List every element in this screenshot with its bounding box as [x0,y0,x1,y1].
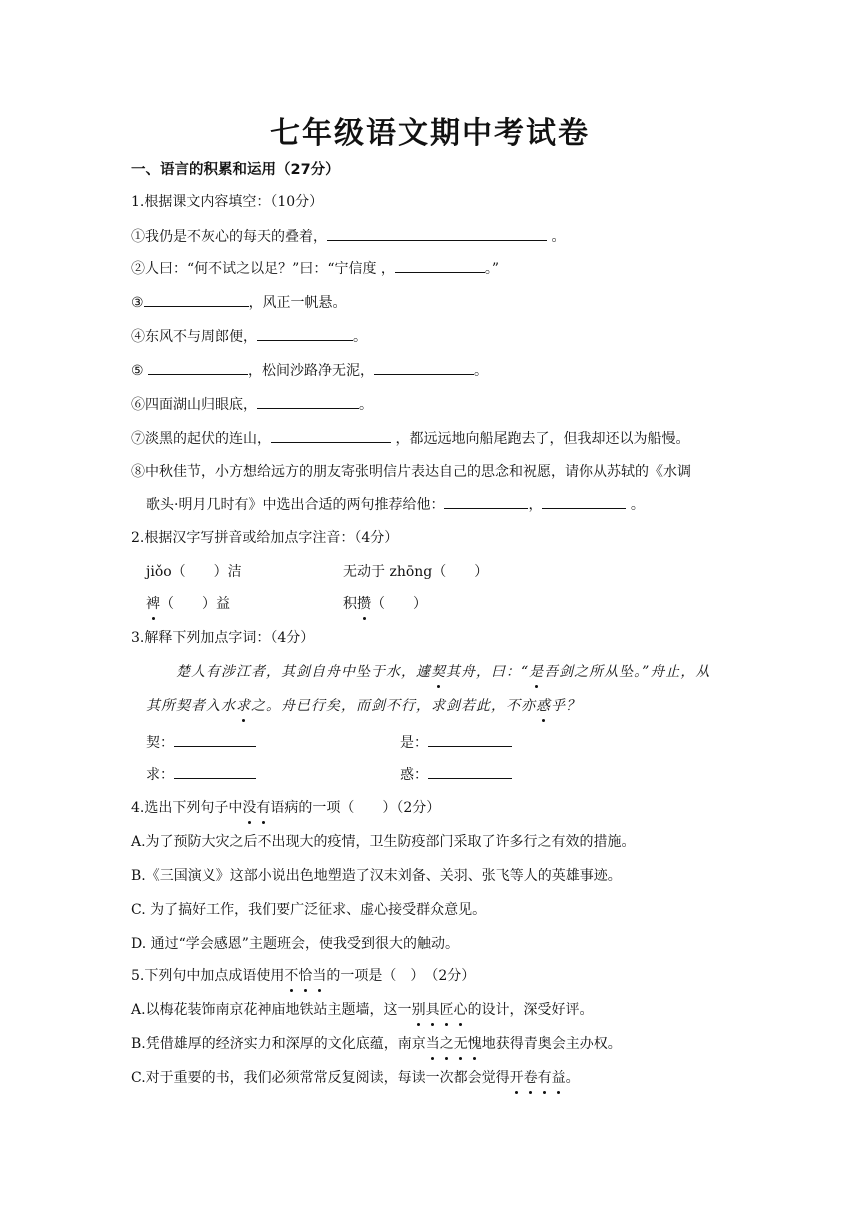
q2-item-a1: jiǒo（ ）洁 [146,564,242,580]
q5-option-a[interactable]: A.以梅花装饰南京花神庙地铁站主题墙，这一别具匠心的设计，深受好评。 [131,1002,594,1018]
q2-item-a2: 无动于 zhōng（ ） [343,564,489,580]
q1-item-6: ⑥四面湖山归眼底， 。 [131,394,373,415]
q5-option-c[interactable]: C.对于重要的书，我们必须常常反复阅读，每读一次都会觉得开卷有益。 [131,1070,580,1086]
question-1-stem: 1.根据课文内容填空：（10分） [131,194,324,210]
q4-option-a[interactable]: A.为了预防大灾之后不出现大的疫情，卫生防疫部门采取了许多行之有效的措施。 [131,834,636,850]
answer-blank[interactable] [428,732,512,747]
q1-item-1: ①我仍是不灰心的每天的叠着， 。 [131,226,565,247]
q1-item-3: ③ ，风正一帆悬。 [131,292,347,313]
q2-item-b1: 裨（ ）益 [146,596,230,612]
answer-blank[interactable] [327,226,547,241]
page-title: 七年级语文期中考试卷 [270,116,590,151]
answer-blank[interactable] [257,326,353,341]
answer-blank[interactable] [144,292,249,307]
q3-answer-shi: 是： [400,732,512,753]
answer-blank[interactable] [395,258,485,273]
q3-passage-line-2: 其所契者入水求之。舟已行矣，而剑不行，求剑若此，不亦惑乎？ [146,698,581,714]
q1-item-4: ④东风不与周郎便， 。 [131,326,367,347]
answer-blank[interactable] [174,764,256,779]
question-5-stem: 5.下列句中加点成语使用不恰当的一项是（ ） （2分） [131,968,476,984]
q2-item-b2: 积攒（ ） [343,596,427,612]
answer-blank[interactable] [444,494,528,509]
q3-passage-line-1: 楚人有涉江者，其剑自舟中坠于水，遽契其舟，曰：“是吾剑之所从坠。”舟止，从 [176,664,711,680]
q1-item-5: ⑤ ，松间沙路净无泥， 。 [131,360,488,381]
section-heading: 一、语言的积累和运用（27分） [131,162,340,178]
q3-answer-huo: 惑： [400,764,512,785]
question-3-stem: 3.解释下列加点字词：（4分） [131,630,315,646]
q4-option-c[interactable]: C. 为了搞好工作，我们要广泛征求、虚心接受群众意见。 [131,902,487,918]
answer-blank[interactable] [542,494,626,509]
q1-item-2: ②人曰：“何不试之以足？”曰：“宁信度 ， 。” [131,258,499,279]
question-2-stem: 2.根据汉字写拼音或给加点字注音：（4分） [131,530,399,546]
answer-blank[interactable] [257,394,359,409]
q1-item-7: ⑦淡黑的起伏的连山， ，都远远地向船尾跑去了，但我却还以为船慢。 [131,428,689,449]
q5-option-b[interactable]: B.凭借雄厚的经济实力和深厚的文化底蕴，南京当之无愧地获得青奥会主办权。 [131,1036,622,1052]
answer-blank[interactable] [174,732,256,747]
q3-answer-qi: 契： [146,732,256,753]
q4-option-d[interactable]: D. 通过“学会感恩”主题班会，使我受到很大的触动。 [131,936,459,952]
answer-blank[interactable] [374,360,474,375]
question-4-stem: 4.选出下列句子中没有语病的一项（ ）（2分） [131,800,441,816]
answer-blank[interactable] [148,360,248,375]
q1-item-8: ⑧中秋佳节，小方想给远方的朋友寄张明信片表达自己的思念和祝愿，请你从苏轼的《水调 [131,464,691,480]
q4-option-b[interactable]: B.《三国演义》这部小说出色地塑造了汉末刘备、关羽、张飞等人的英雄事迹。 [131,868,622,884]
q1-item-8-cont: 歌头·明月几时有》中选出合适的两句推荐给他： ， 。 [146,494,645,515]
q3-answer-qiu: 求： [146,764,256,785]
answer-blank[interactable] [271,428,391,443]
answer-blank[interactable] [428,764,512,779]
